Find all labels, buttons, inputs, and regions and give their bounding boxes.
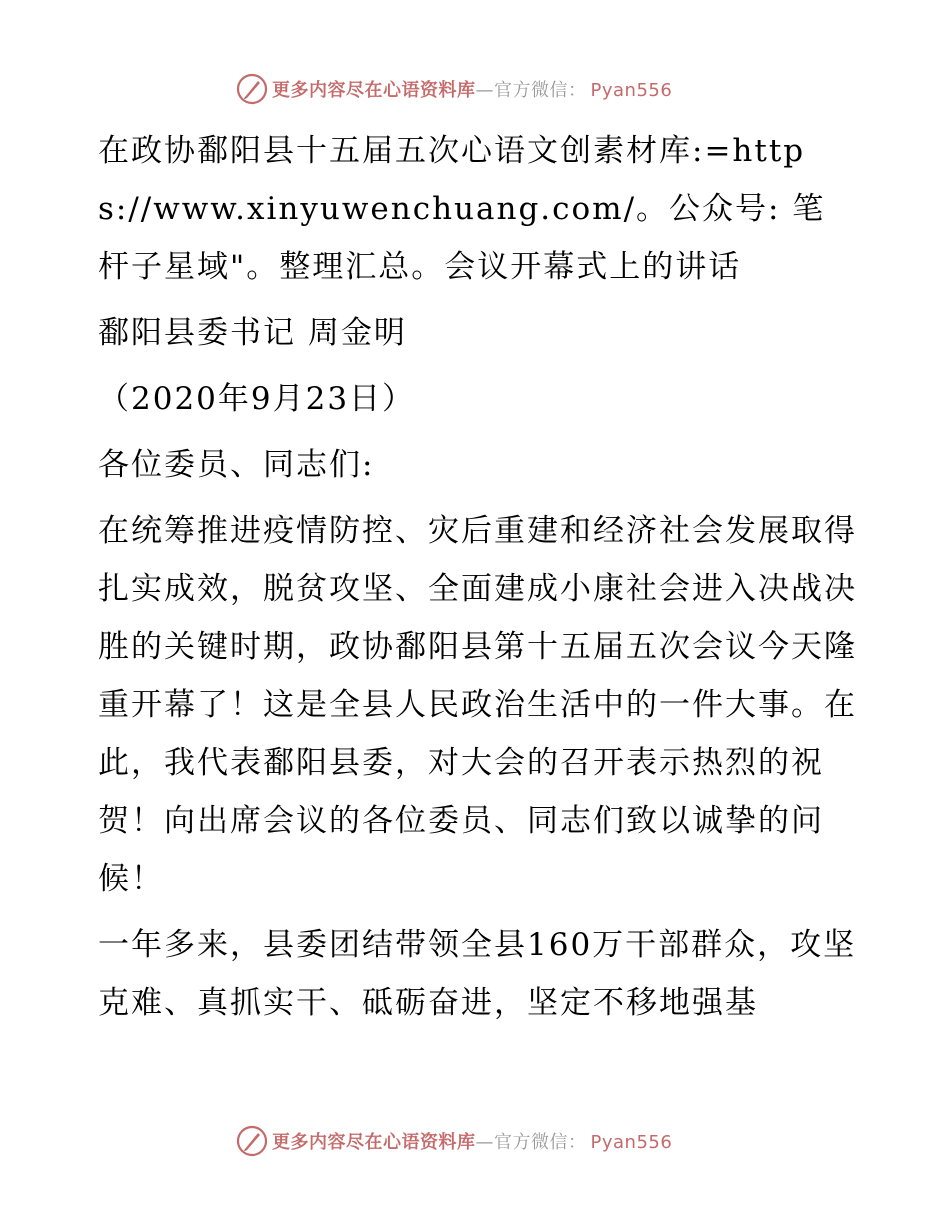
banner-wechat-id: Pyan556 xyxy=(590,80,673,101)
banner-main-text: 更多内容尽在心语资料库 xyxy=(272,1132,476,1153)
banner-separator-text: —官方微信： xyxy=(475,1132,587,1153)
date-line: （2020年9月23日） xyxy=(98,381,416,417)
banner-wechat-id: Pyan556 xyxy=(590,1132,673,1153)
banner-text xyxy=(272,1128,672,1154)
salutation-line: 各位委员、同志们: xyxy=(98,447,375,483)
document-title-paragraph: 在政协鄱阳县十五届五次心语文创素材库:=https://www.xinyuwenchuang.com/。公众号: 笔杆子星域"。整理汇总。会议开幕式上的讲话 xyxy=(98,133,826,285)
body-paragraph: 在统筹推进疫情防控、灾后重建和经济社会发展取得扎实成效，脱贫攻坚、全面建成小康社会进入决战决胜的关键时期，政协鄱阳县第十五届五次会议今天隆重开幕了！这是全县人民政治生活中的一件大事。在此，我代表鄱阳县委，对大会的召开表示热烈的祝贺！向出席会议的各位委员、同志们致以诚挚的问候！ xyxy=(98,513,857,897)
banner-separator-text: —官方微信： xyxy=(475,80,587,101)
document-body xyxy=(98,122,858,1032)
footer-watermark-banner xyxy=(236,1124,672,1158)
body-paragraph: 一年多来，县委团结带领全县160万干部群众，攻坚克难、真抓实干、砥砺奋进，坚定不移地强基 xyxy=(98,927,857,1021)
header-watermark-banner xyxy=(236,72,672,106)
banner-main-text: 更多内容尽在心语资料库 xyxy=(272,80,476,101)
banner-text xyxy=(272,76,672,102)
speaker-line: 鄱阳县委书记 周金明 xyxy=(98,315,407,351)
quill-logo-icon xyxy=(236,73,268,105)
quill-logo-icon xyxy=(236,1125,268,1157)
